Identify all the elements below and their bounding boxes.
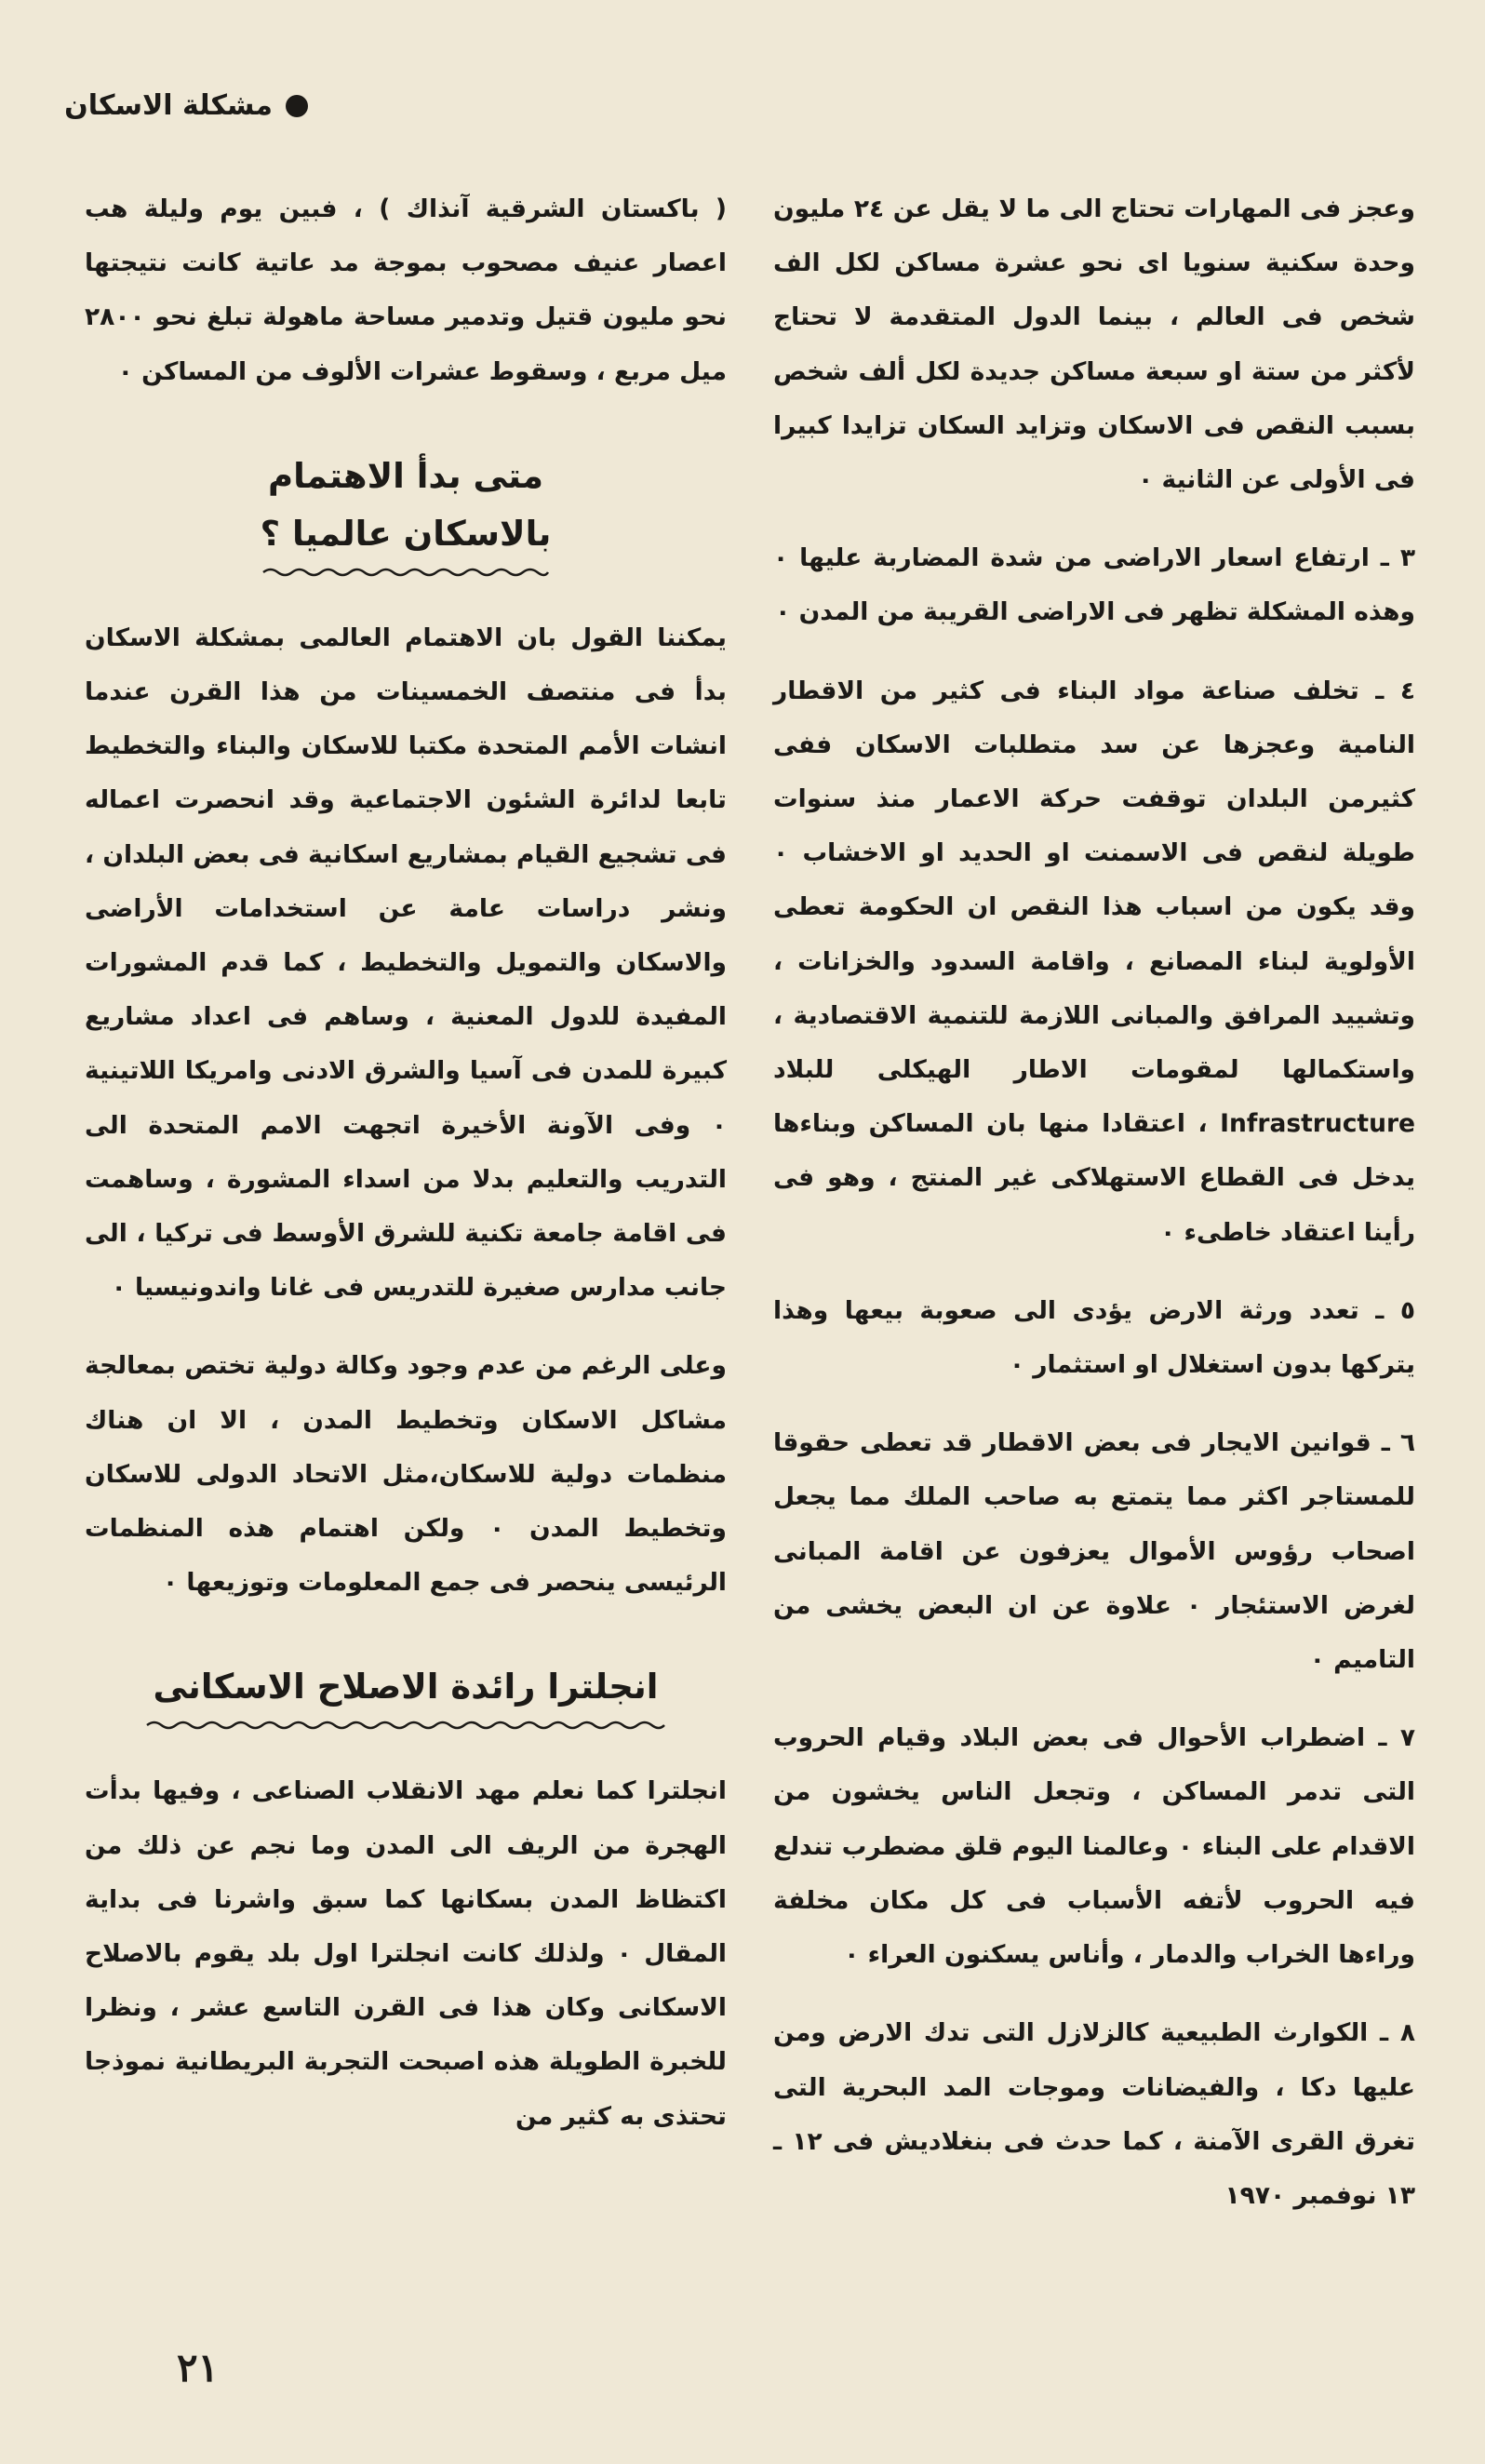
page-number: ٢١	[177, 2345, 220, 2390]
heading-line: بالاسكان عالميا ؟	[260, 513, 552, 554]
section-title: مشكلة الاسكان	[64, 89, 273, 122]
heading-line: انجلترا رائدة الاصلاح الاسكانى	[153, 1667, 659, 1707]
paragraph: وعجز فى المهارات تحتاج الى ما لا يقل عن ٢٤ مليون وحدة سكنية سنويا اى نحو عشرة مساكن لكل الف شخص فى العالم ، بينما الدول المتقدمة لا تحتاج لأكثر من ستة او سبعة مساكن جديدة لكل ألف شخص بسبب النقص فى الاسكان وتزايد السكان تزايدا كبيرا فى الأولى عن الثانية ٠	[773, 194, 1415, 495]
wavy-underline-icon	[261, 565, 550, 580]
paragraph: وعلى الرغم من عدم وجود وكالة دولية تختص بمعالجة مشاكل الاسكان وتخطيط المدن ، الا ان هناك منظمات دولية للاسكان،مثل الاتحاد الدولى للاسكان وتخطيط المدن ٠ ولكن اهتمام هذه المنظمات الرئيسى ينحصر فى جمع المعلومات وتوزيعها ٠	[85, 1351, 727, 1598]
paragraph: ٥ ـ تعدد ورثة الارض يؤدى الى صعوبة بيعها وهذا يتركها بدون استغلال او استثمار ٠	[773, 1295, 1415, 1380]
paragraph: ٣ ـ ارتفاع اسعار الاراضى من شدة المضاربة عليها ٠ وهذه المشكلة تظهر فى الاراضى القريبة من المدن ٠	[773, 543, 1415, 627]
running-head	[64, 89, 308, 122]
paragraph: ٧ ـ اضطراب الأحوال فى بعض البلاد وقيام الحروب التى تدمر المساكن ، وتجعل الناس يخشون من الاقدام على البناء ٠ وعالمنا اليوم قلق مضطرب تندلع فيه الحروب لأتفه الأسباب فى كل مكان مخلفة وراءها الخراب والدمار ، وأناس يسكنون العراء ٠	[773, 1723, 1415, 1970]
paragraph: ٨ ـ الكوارث الطبيعية كالزلازل التى تدك الارض ومن عليها دكا ، والفيضانات وموجات المد البحرية التى تغرق القرى الآمنة ، كما حدث فى بنغلاديش فى ١٢ ـ ١٣ نوفمبر ١٩٧٠	[773, 2018, 1415, 2210]
paragraph: ٦ ـ قوانين الايجار فى بعض الاقطار قد تعطى حقوقا للمستاجر اكثر مما يتمتع به صاحب الملك مما يجعل اصحاب رؤوس الأموال يعزفون عن اقامة المبانى لغرض الاستئجار ٠ علاوة عن ان البعض يخشى من التاميم ٠	[773, 1428, 1416, 1675]
paragraph: انجلترا كما نعلم مهد الانقلاب الصناعى ، وفيها بدأت الهجرة من الريف الى المدن وما نجم عن ذلك من اكتظاظ المدن بسكانها كما سبق واشرنا فى بداية المقال ٠ ولذلك كانت انجلترا اول بلد يقوم بالاصلاح الاسكانى وكان هذا فى القرن التاسع عشر ، ونظرا للخبرة الطويلة هذه اصبحت التجربة البريطانية نموذجا تحتذى به كثير من	[85, 1776, 728, 2131]
section-heading-2	[85, 1658, 727, 1733]
bullet-dot-icon	[286, 95, 308, 117]
paragraph: يمكننا القول بان الاهتمام العالمى بمشكلة الاسكان بدأ فى منتصف الخمسينات من هذا القرن عندما انشات الأمم المتحدة مكتبا للاسكان والبناء والتخطيط تابعا لدائرة الشئون الاجتماعية وقد انحصرت اعماله فى تشجيع القيام بمشاريع اسكانية فى بعض البلدان ، ونشر دراسات عامة عن استخدامات الأراضى والاسكان والتمويل والتخطيط ، كما قدم المشورات المفيدة للدول المعنية ، وساهم فى اعداد مشاريع كبيرة للمدن فى آسيا والشرق الادنى وامريكا اللاتينية ٠ وفى الآونة الأخيرة اتجهت الامم المتحدة الى التدريب والتعليم بدلا من اسداء المشورة ، وساهمت فى اقامة جامعة تكنية للشرق الأوسط فى تركيا ، الى جانب مدارس صغيرة للتدريس فى غانا واندونيسيا ٠	[85, 623, 727, 1303]
wavy-underline-icon	[145, 1718, 666, 1733]
right-column	[773, 182, 1415, 2247]
section-heading-1	[85, 448, 727, 580]
paragraph: ( باكستان الشرقية آنذاك ) ، فبين يوم وليلة هب اعصار عنيف مصحوب بموجة مد عاتية كانت نتيجتها نحو مليون قتيل وتدمير مساحة ماهولة تبلغ نحو ٢٨٠٠ ميل مربع ، وسقوط عشرات الألوف من المساكن ٠	[85, 194, 727, 386]
left-column	[85, 182, 727, 2168]
paragraph: ٤ ـ تخلف صناعة مواد البناء فى كثير من الاقطار النامية وعجزها عن سد متطلبات الاسكان ففى كثيرمن البلدان توقفت حركة الاعمار منذ سنوات طويلة لنقص فى الاسمنت او الحديد او الاخشاب ٠ وقد يكون من اسباب هذا النقص ان الحكومة تعطى الأولوية لبناء المصانع ، واقامة السدود والخزانات ، وتشييد المرافق والمبانى اللازمة للتنمية الاقتصادية ، واستكمالها لمقومات الاطار الهيكلى للبلاد Infrastructure ، اعتقادا منها بان المساكن وبناءها يدخل فى القطاع الاستهلاكى غير المنتج ، وهو فى رأينا اعتقاد خاطىء ٠	[773, 676, 1415, 1247]
heading-line: متى بدأ الاهتمام	[268, 455, 543, 496]
